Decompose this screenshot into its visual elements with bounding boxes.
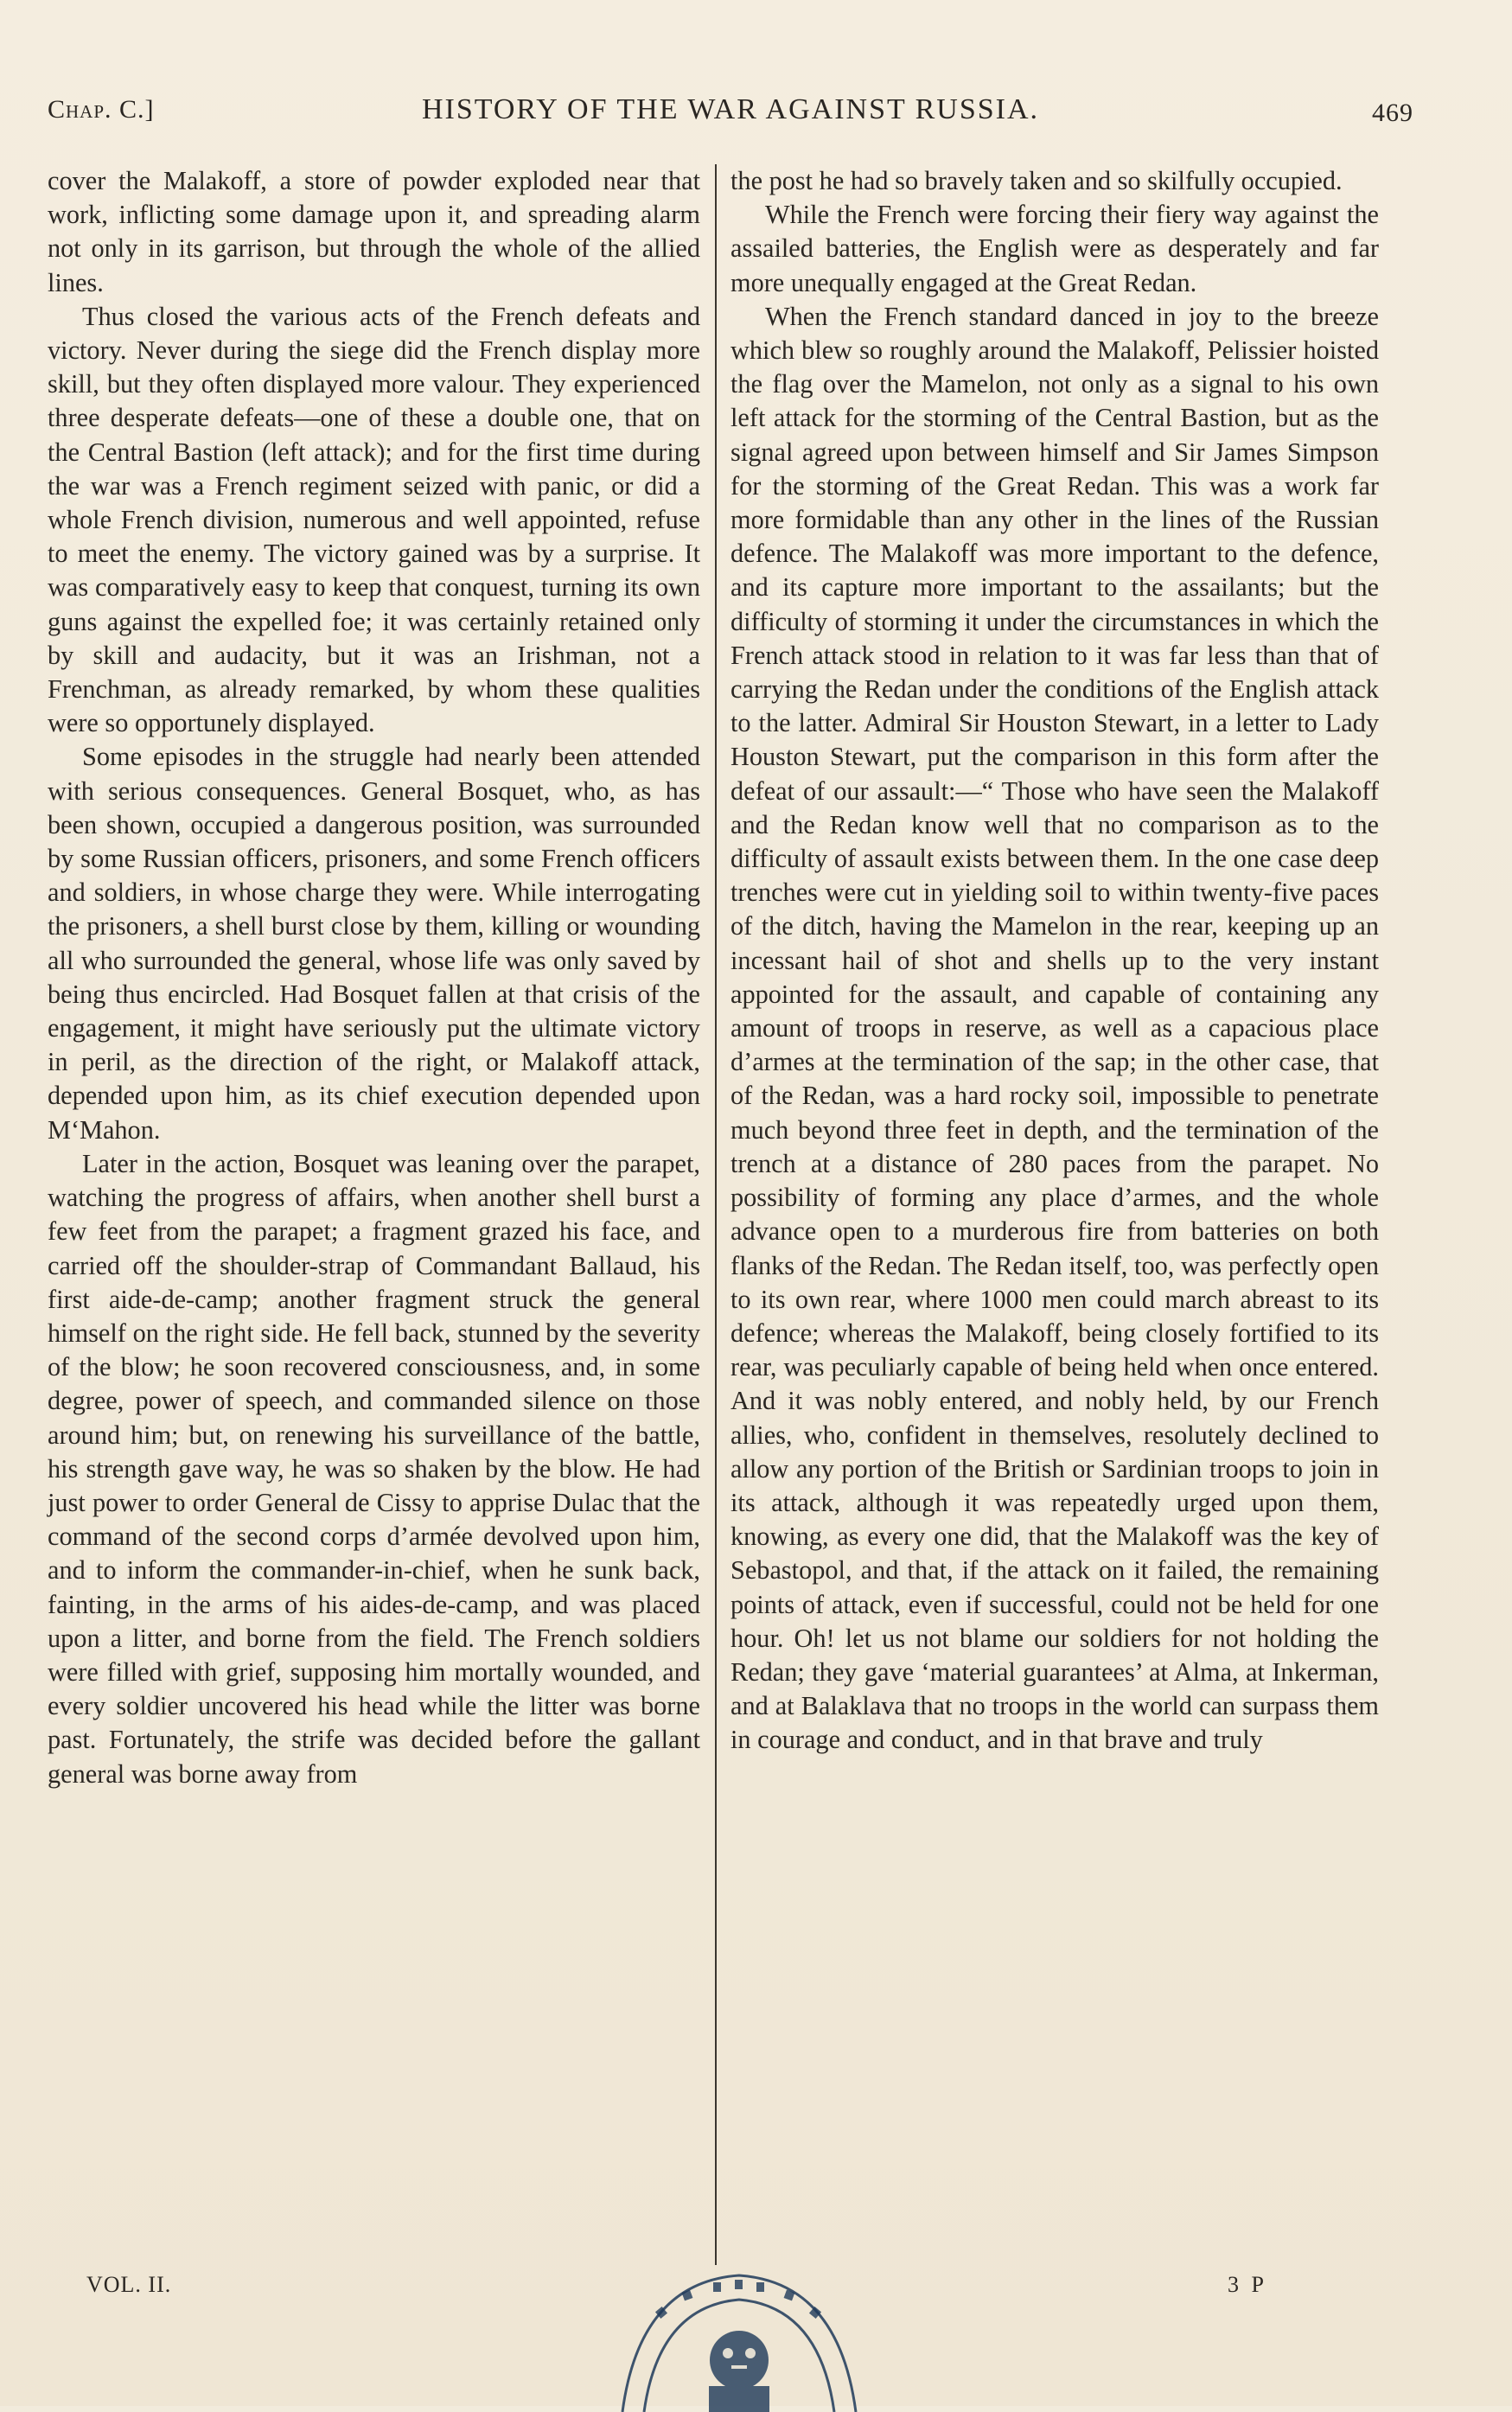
- volume-label: VOL. II.: [86, 2272, 172, 2297]
- left-column-paragraph: Later in the action, Bosquet was leaning over the parapet, watching the progress of affairs, when another shell burst a few feet from the parapet; a fragment grazed his face, and carried off the shoulder-strap of Commandant Ballaud, his first aide-de-camp; another fragment struck the general himself on the right side. He fell back, stunned by the severity of the blow; he soon recovered consciousness, and, in some degree, power of speech, and commanded silence on those around him; but, on renewing his surveillance of the battle, his strength gave way, he was so shaken by the blow. He had just power to order General de Cissy to apprise Dulac that the command of the second corps d’armée devolved upon him, and to inform the commander-in-chief, when he sunk back, fainting, in the arms of his aides-de-camp, and was placed upon a litter, and borne from the field. The French soldiers were filled with grief, supposing him mortally wounded, and every soldier uncovered his head while the litter was borne past. Fortunately, the strife was decided before the gallant general was borne away from: [48, 1148, 700, 1789]
- right-column-paragraph: When the French standard danced in joy to the breeze which blew so roughly around the Malakoff, Pelissier hoisted the flag over the Mamelon, not only as a signal to his own left attack for the storming of the Central Bastion, but as the signal agreed upon between himself and Sir James Simpson for the storming of the Great Redan. This was a work far more formidable than any other in the lines of the Russian defence. The Malakoff was more important to the defence, and its capture more important to the assailants; but the difficulty of storming it under the circumstances in which the French attack stood in relation to it was far less than that of carrying the Redan under the conditions of the English attack to the latter. Admiral Sir Houston Stewart, in a letter to Lady Houston Stewart, put the comparison in this form after the defeat of our assault:—“ Those who have seen the Malakoff and the Redan know well that no comparison as to the difficulty of assault exists between them. In the one case deep trenches were cut in yielding soil to within twenty-five paces of the ditch, having the Mamelon in the rear, keeping up an incessant hail of shot and shells up to the very instant appointed for the assault, and capable of containing any amount of troops in reserve, as well as a capacious place d’armes at the termination of the sap; in the other case, that of the Redan, was a hard rocky soil, impossible to penetrate much beyond three feet in depth, and the termination of the trench at a distance of 280 paces from the parapet. No possibility of forming any place d’armes, and the whole advance open to a murderous fire from batteries on both flanks of the Redan. The Redan itself, too, was perfectly open to its own rear, where 1000 men could march abreast to its defence; whereas the Malakoff, being closely fortified to its rear, was peculiarly capable of being held when once entered. And it was nobly entered, and nobly held, by our French allies, who, confident in themselves, resolutely declined to allow any portion of the British or Sardinian troops to join in its attack, although it was repeatedly urged upon them, knowing, as every one did, that the Malakoff was the key of Sebastopol, and that, if the attack on it failed, the remaining points of attack, even if successful, could not be held for one hour. Oh! let us not blame our soldiers for not holding the Redan; they gave ‘material guarantees’ at Alma, at Inkerman, and at Balaklava that no troops in the world can surpass them in courage and conduct, and in that brave and truly: [730, 301, 1379, 1755]
- left-column-paragraph: Thus closed the various acts of the French defeats and victory. Never during the siege did the French display more skill, but they often displayed more valour. They experienced three desperate defeats—one of these a double one, that on the Central Bastion (left attack); and for the first time during the war was a French regiment seized with panic, or did a whole French division, numerous and well appointed, refuse to meet the enemy. The victory gained was by a surprise. It was comparatively easy to keep that conquest, turning its own guns against the expelled foe; it was certainly retained only by skill and audacity, but it was an Irishman, not a Frenchman, as already remarked, by whom these qualities were so opportunely displayed.: [48, 301, 700, 738]
- left-column-paragraph: cover the Malakoff, a store of powder exploded near that work, inflicting some damage upon it, and spreading alarm not only in its garrison, but through the whole of the allied lines.: [48, 166, 700, 297]
- running-header: [48, 90, 1413, 133]
- left-column-paragraph: Some episodes in the struggle had nearly been attended with serious consequences. General Bosquet, who, as has been shown, occupied a dangerous position, was surrounded by some Russian officers, prisoners, and some French officers and soldiers, in whose charge they were. While interrogating the prisoners, a shell burst close by them, killing or wounding all who surrounded the general, whose life was only saved by being thus encircled. Had Bosquet fallen at that crisis of the engagement, it might have seriously put the ultimate victory in peril, as the direction of the right, or Malakoff attack, depended upon him, as its chief execution depended upon M‘Mahon.: [48, 742, 700, 1145]
- running-title: HISTORY OF THE WAR AGAINST RUSSIA.: [421, 93, 1040, 125]
- right-column-paragraph: While the French were forcing their fiery way against the assailed batteries, the English were as desperately and far more unequally engaged at the Great Redan.: [730, 200, 1379, 297]
- library-stamp-icon: [605, 2256, 873, 2412]
- page-number: 469: [1372, 99, 1413, 127]
- right-column: [730, 164, 1379, 1758]
- left-column: [48, 164, 700, 1791]
- column-divider: [715, 164, 717, 2265]
- signature-mark: 3 P: [1228, 2272, 1267, 2297]
- right-column-paragraph: the post he had so bravely taken and so skilfully occupied.: [730, 166, 1343, 195]
- chapter-label: Chap. C.]: [48, 95, 155, 124]
